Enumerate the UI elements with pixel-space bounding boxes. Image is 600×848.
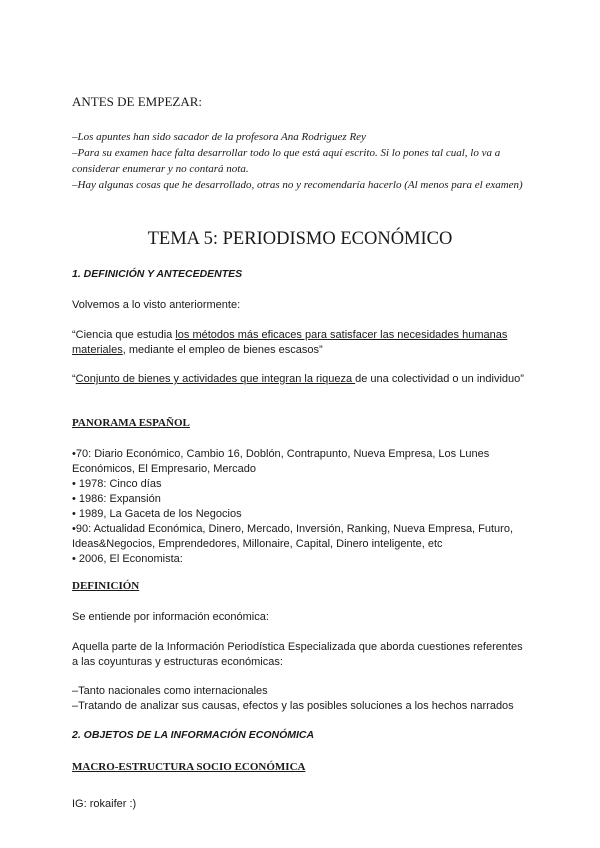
quote-2-underlined: Conjunto de bienes y actividades que integran la riqueza — [75, 373, 356, 385]
list-item: •90: Actualidad Económica, Dinero, Mercado, Inversión, Ranking, Nueva Empresa, Futuro, Ideas&Negocios, Emprendedores, Millonaire, Capital, Dinero inteligente, etc — [72, 523, 514, 550]
definicion-points — [72, 684, 528, 714]
panorama-list — [72, 447, 528, 567]
before-heading: ANTES DE EMPEZAR: — [72, 94, 202, 109]
list-item: • 1978: Cinco días — [72, 478, 162, 490]
definicion-heading: DEFINICIÓN — [72, 580, 140, 592]
page-title: TEMA 5: PERIODISMO ECONÓMICO — [147, 229, 453, 249]
note-2: –Para su examen hace falta desarrollar todo lo que está aquí escrito. Si lo pones tal cual, lo va a considerar enumerar y no contará nota. — [72, 147, 501, 175]
list-item: –Tanto nacionales como internacionales — [72, 685, 268, 697]
list-item: • 1986: Expansión — [72, 493, 161, 505]
definicion-intro: Se entiende por información económica: — [72, 611, 269, 623]
list-item: • 2006, El Economista: — [72, 553, 183, 565]
section-2-heading: 2. OBJETOS DE LA INFORMACIÓN ECONÓMICA — [72, 729, 315, 741]
quote-1-post: , mediante el empleo de bienes escasos” — [122, 344, 323, 356]
section-1-heading: 1. DEFINICIÓN Y ANTECEDENTES — [72, 268, 243, 280]
quote-1-pre: “Ciencia que estudia — [72, 329, 176, 341]
panorama-heading: PANORAMA ESPAÑOL — [72, 417, 190, 429]
before-notes — [72, 129, 528, 193]
macro-heading: MACRO-ESTRUCTURA SOCIO ECONÓMICA — [72, 761, 306, 773]
note-1: –Los apuntes han sido sacador de la profesora Ana Rodriguez Rey — [72, 131, 366, 143]
footer-credit: IG: rokaifer :) — [72, 798, 137, 810]
section-1-intro: Volvemos a lo visto anteriormente: — [72, 299, 241, 311]
definition-quote-2 — [72, 372, 528, 387]
list-item: –Tratando de analizar sus causas, efectos y las posibles soluciones a los hechos narrados — [72, 700, 514, 712]
note-3: –Hay algunas cosas que he desarrollado, otras no y recomendaría hacerlo (Al menos para el examen) — [72, 179, 523, 191]
list-item: •70: Diario Económico, Cambio 16, Doblón, Contrapunto, Nueva Empresa, Los Lunes Económicos, El Empresario, Mercado — [72, 448, 490, 475]
quote-2-pre: “ — [72, 373, 76, 385]
list-item: • 1989, La Gaceta de los Negocios — [72, 508, 242, 520]
definicion-text: Aquella parte de la Información Periodística Especializada que aborda cuestiones referentes a las coyunturas y estructuras económicas: — [72, 641, 523, 668]
quote-2-post: de una colectividad o un individuo” — [355, 373, 524, 385]
definition-quote-1 — [72, 328, 528, 358]
quote-1-underlined: los métodos más eficaces para satisfacer las necesidades humanas materiales — [72, 329, 508, 356]
